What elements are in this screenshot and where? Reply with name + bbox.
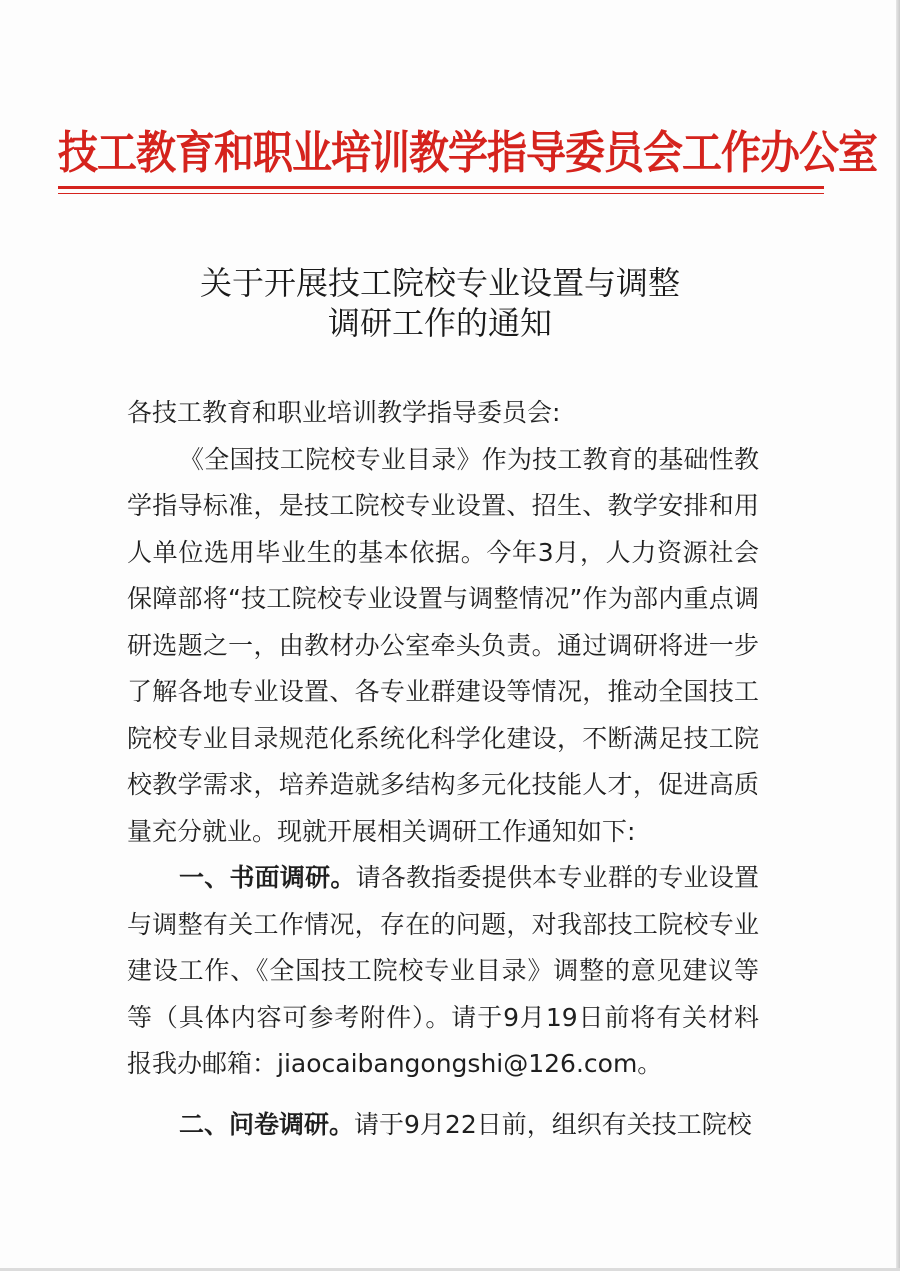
- letterhead-title: 技工教育和职业培训教学指导委员会工作办公室: [58, 126, 877, 180]
- notice-title: [100, 263, 780, 343]
- section-1-heading: 一、书面调研。: [179, 863, 356, 892]
- section-1-paragraph: [127, 855, 759, 1088]
- intro-paragraph: 《全国技工院校专业目录》作为技工教育的基础性教学指导标准，是技工院校专业设置、招生、教学安排和用人单位选用毕业生的基本依据。今年3月，人力资源社会保障部将“技工院校专业设置与调整情况”作为部内重点调研选题之一，由教材办公室牵头负责。通过调研将进一步了解各地专业设置、各专业群建设等情况，推动全国技工院校专业目录规范化系统化科学化建设，不断满足技工院校教学需求，培养造就多结构多元化技能人才，促进高质量充分就业。现就开展相关调研工作通知如下:: [127, 444, 759, 846]
- notice-title-line-1: 关于开展技工院校专业设置与调整: [199, 264, 680, 302]
- letterhead-rule-thin: [58, 193, 824, 194]
- section-1-text: 请各教指委提供本专业群的专业设置与调整有关工作情况，存在的问题，对我部技工院校专业建设工作、《全国技工院校专业目录》调整的意见建议等等（具体内容可参考附件）。请于9月19日前将有关材料报我办邮箱：jiaocaibangongshi@126.com。: [127, 863, 759, 1078]
- section-2-paragraph: [127, 1102, 759, 1149]
- scan-edge-shadow: [896, 0, 900, 1271]
- notice-title-line-2: 调研工作的通知: [327, 304, 552, 342]
- notice-body: [127, 390, 759, 1148]
- letterhead-rule-thick: [58, 186, 824, 189]
- salutation: 各技工教育和职业培训教学指导委员会:: [127, 398, 561, 427]
- section-2-text: 请于9月22日前，组织有关技工院校: [354, 1109, 752, 1139]
- section-2-heading: 二、问卷调研。: [179, 1109, 355, 1139]
